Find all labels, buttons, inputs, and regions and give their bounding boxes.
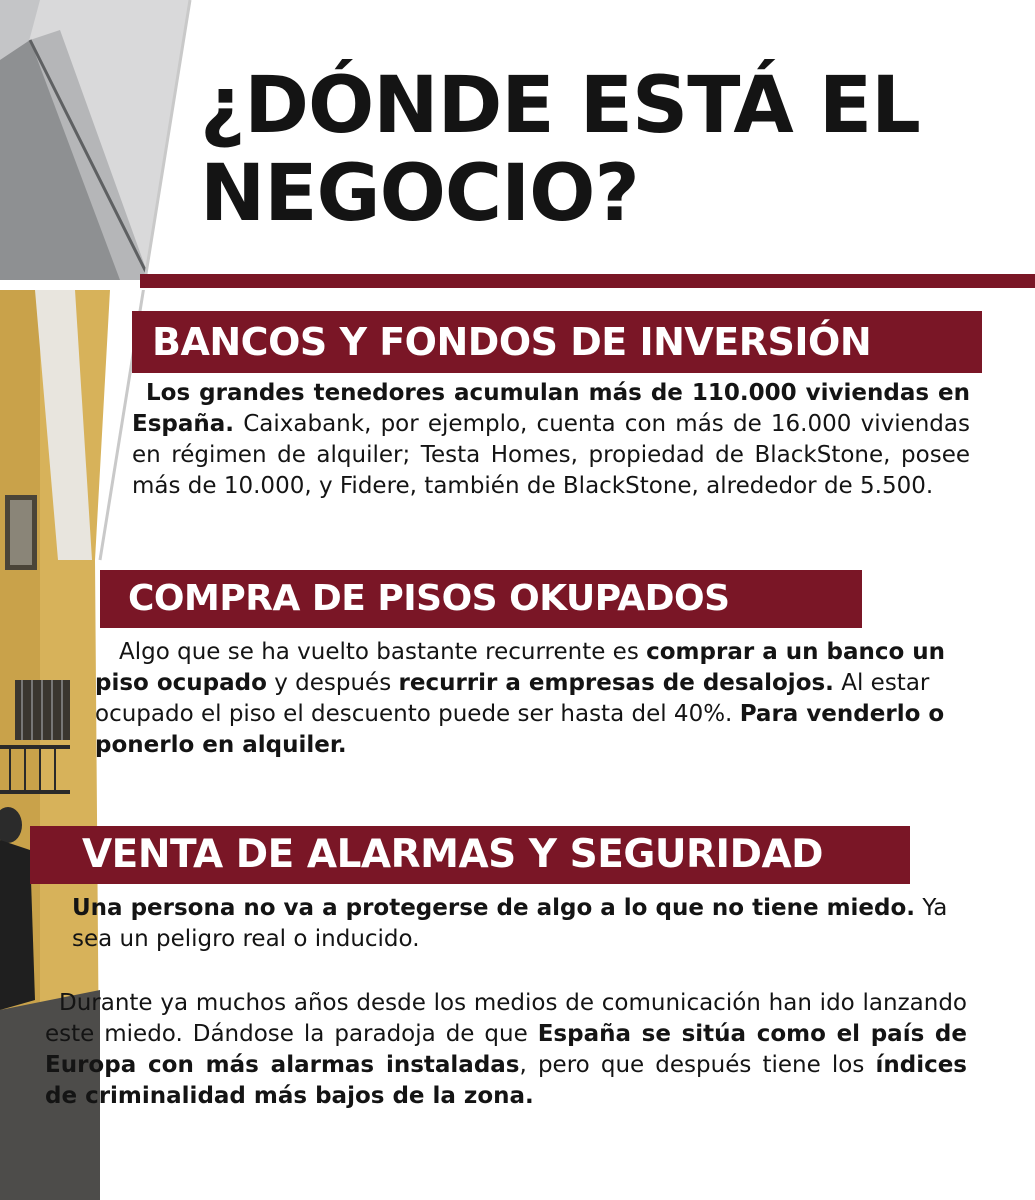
title-line-1: ¿DÓNDE ESTÁ EL bbox=[200, 61, 920, 151]
section-paragraph-bancos bbox=[132, 378, 970, 502]
page-title bbox=[200, 62, 1000, 238]
title-divider bbox=[140, 274, 1035, 288]
title-line-2: NEGOCIO? bbox=[200, 149, 639, 239]
section-heading-text: COMPRA DE PISOS OKUPADOS bbox=[128, 578, 730, 619]
section-heading-text: VENTA DE ALARMAS Y SEGURIDAD bbox=[82, 832, 823, 877]
section-paragraph-alarmas-2 bbox=[45, 988, 967, 1112]
paragraph-text: y después bbox=[266, 670, 399, 696]
paragraph-bold-text: comprar a un banco un piso ocupado bbox=[95, 639, 946, 696]
section-heading-bancos bbox=[132, 311, 982, 373]
paragraph-text: Caixabank, por ejemplo, cuenta con más de 16.000 viviendas en régimen de alquiler; Testa Homes, propiedad de BlackStone, posee más de 10.000, y Fidere, también de BlackStone, alrededor de 5.500. bbox=[132, 411, 970, 499]
paragraph-text: , pero que después tiene los bbox=[519, 1052, 876, 1078]
paragraph-bold-text: Una persona no va a protegerse de algo a lo que no tiene miedo. bbox=[72, 895, 916, 921]
paragraph-text: Al estar ocupado el piso el descuento puede ser hasta del 40%. bbox=[95, 670, 930, 727]
section-paragraph-alarmas bbox=[72, 893, 970, 955]
paragraph-bold-text: recurrir a empresas de desalojos. bbox=[398, 670, 834, 696]
section-heading-text: BANCOS Y FONDOS DE INVERSIÓN bbox=[152, 320, 872, 364]
paragraph-bold-text: índices de criminalidad más bajos de la zona. bbox=[45, 1052, 967, 1109]
paragraph-text: Ya sea un peligro real o inducido. bbox=[72, 895, 948, 952]
paragraph-text: Durante ya muchos años desde los medios de comunicación han ido lanzando este miedo. Dándose la paradoja de que bbox=[45, 990, 967, 1047]
paragraph-text: Algo que se ha vuelto bastante recurrente es bbox=[119, 639, 647, 665]
section-heading-alarmas bbox=[30, 826, 910, 884]
section-paragraph-okupados bbox=[95, 637, 965, 761]
paragraph-bold-text: Para venderlo o ponerlo en alquiler. bbox=[95, 701, 945, 758]
paragraph-bold-text: España se sitúa como el país de Europa con más alarmas instaladas bbox=[45, 1021, 967, 1078]
section-heading-okupados bbox=[100, 570, 862, 628]
paragraph-bold-text: Los grandes tenedores acumulan más de 110.000 viviendas en España. bbox=[132, 380, 970, 437]
